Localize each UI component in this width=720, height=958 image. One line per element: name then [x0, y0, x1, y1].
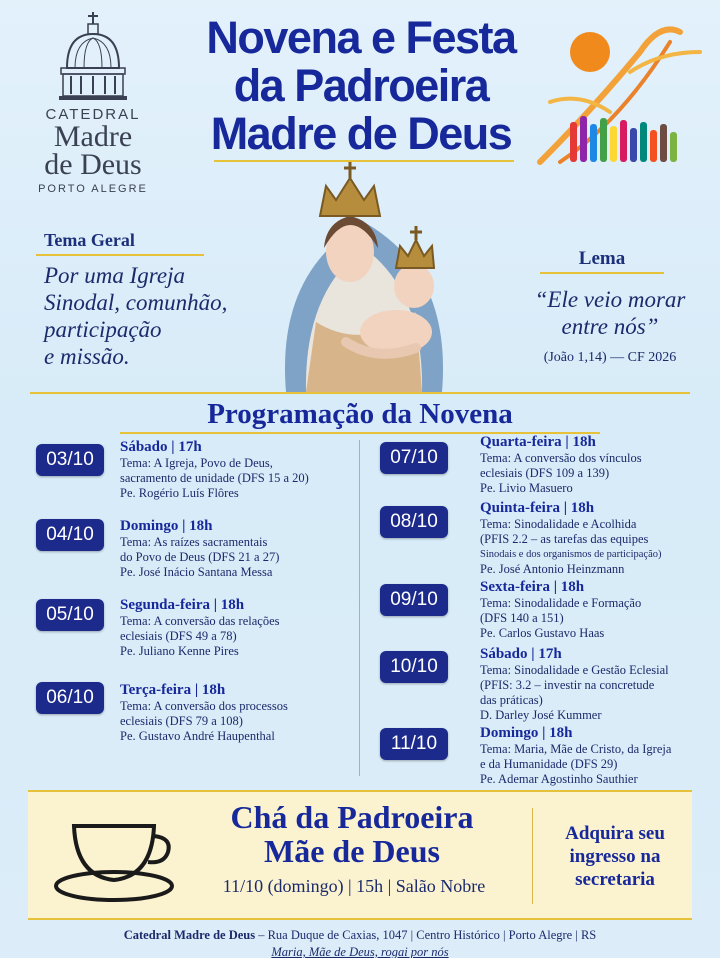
title-line-3: Madre de Deus: [210, 108, 512, 159]
ticket-info: [540, 822, 690, 891]
tea-title-line-2: Mãe de Deus: [264, 833, 440, 869]
theme-text: [44, 262, 274, 370]
novena-entry: [480, 646, 720, 723]
lema-label: Lema: [578, 248, 626, 269]
teacup-icon: [52, 812, 176, 904]
entry-day: Domingo | 18h: [120, 518, 213, 534]
novena-entry: [480, 579, 720, 641]
entry-line: Tema: A Igreja, Povo de Deus,: [120, 456, 273, 470]
lema-line-1: “Ele veio morar: [534, 287, 686, 312]
theme-line: Sinodal, comunhão,: [44, 290, 228, 315]
entry-line: sacramento de unidade (DFS 15 a 20): [120, 471, 309, 485]
entry-line: Tema: As raízes sacramentais: [120, 535, 268, 549]
novena-entry: [480, 725, 720, 787]
lema-reference: (João 1,14) — CF 2026: [543, 350, 677, 365]
madonna-statue-image: [246, 152, 482, 392]
logo-line-2: Madre: [53, 120, 133, 153]
synod-logo-icon: [530, 12, 710, 172]
entry-day: Sexta-feira | 18h: [480, 579, 585, 595]
novena-entry: [120, 439, 370, 501]
entry-line: Pe. José Antonio Heinzmann: [480, 562, 625, 576]
page-title: [186, 14, 536, 158]
entry-day: Domingo | 18h: [480, 725, 573, 741]
theme-underline: [36, 254, 204, 256]
entry-line: eclesiais (DFS 79 a 108): [120, 714, 243, 728]
entry-line: (PFIS: 3.2 – investir na concretude: [480, 678, 655, 692]
entry-line: eclesiais (DFS 109 a 139): [480, 466, 610, 480]
cathedral-logo: [18, 10, 168, 195]
entry-line: Tema: Sinodalidade e Gestão Eclesial: [480, 663, 669, 677]
entry-line: Pe. Ademar Agostinho Sauthier: [480, 772, 638, 786]
entry-line: do Povo de Deus (DFS 21 a 27): [120, 550, 280, 564]
entry-line: Pe. Gustavo André Haupenthal: [120, 729, 275, 743]
novena-entry: [480, 434, 720, 496]
tea-separator: [532, 808, 533, 904]
date-badge: 04/10: [36, 519, 104, 551]
logo-line-1: CATEDRAL: [45, 106, 141, 123]
cathedral-dome-icon: [53, 10, 133, 104]
lema-underline: [540, 272, 664, 274]
title-line-2: da Padroeira: [233, 60, 489, 111]
entry-line: (PFIS 2.2 – as tarefas das equipes: [480, 532, 649, 546]
date-badge: 09/10: [380, 584, 448, 616]
novena-entry: [480, 500, 720, 577]
entry-line: Tema: Sinodalidade e Formação: [480, 596, 642, 610]
entry-line: Pe. Juliano Kenne Pires: [120, 644, 239, 658]
logo-line-3: de Deus: [44, 148, 142, 181]
entry-line: Pe. Rogério Luís Flôres: [120, 486, 239, 500]
lema-text: [520, 286, 700, 340]
entry-line: Pe. Livio Masuero: [480, 481, 573, 495]
entry-day: Sábado | 17h: [480, 646, 562, 662]
ticket-line-1: Adquira seu: [565, 823, 665, 844]
ticket-line-2: ingresso na: [569, 846, 661, 867]
tea-title-line-1: Chá da Padroeira: [230, 799, 474, 835]
date-badge: 03/10: [36, 444, 104, 476]
lema-line-2: entre nós”: [561, 314, 659, 339]
entry-line: (DFS 140 a 151): [480, 611, 564, 625]
footer-address: [0, 928, 720, 943]
footer-motto: Maria, Mãe de Deus, rogai por nós: [271, 945, 449, 958]
entry-line: eclesiais (DFS 49 a 78): [120, 629, 237, 643]
entry-line: Tema: Sinodalidade e Acolhida: [480, 517, 637, 531]
ticket-line-3: secretaria: [575, 869, 655, 890]
entry-line: Pe. Carlos Gustavo Haas: [480, 626, 605, 640]
entry-line: D. Darley José Kummer: [480, 708, 602, 722]
entry-line: Sinodais e dos organismos de participação): [480, 549, 662, 560]
entry-day: Sábado | 17h: [120, 439, 202, 455]
entry-day: Segunda-feira | 18h: [120, 597, 245, 613]
logo-line-4: PORTO ALEGRE: [38, 183, 148, 195]
entry-day: Quarta-feira | 18h: [480, 434, 596, 450]
novena-entry: [120, 682, 370, 744]
novena-entry: [120, 597, 370, 659]
date-badge: 10/10: [380, 651, 448, 683]
date-badge: 05/10: [36, 599, 104, 631]
date-badge: 07/10: [380, 442, 448, 474]
theme-label: Tema Geral: [44, 230, 135, 250]
title-line-1: Novena e Festa: [206, 12, 516, 63]
entry-line: Tema: A conversão das relações: [120, 614, 280, 628]
entry-line: Pe. José Inácio Santana Messa: [120, 565, 273, 579]
theme-line: participação: [44, 317, 162, 342]
entry-line: Tema: A conversão dos processos: [120, 699, 288, 713]
tea-info: 11/10 (domingo) | 15h | Salão Nobre: [222, 876, 486, 896]
program-title: Programação da Novena: [207, 398, 513, 430]
novena-entry: [120, 518, 370, 580]
date-badge: 11/10: [380, 728, 448, 760]
theme-line: e missão.: [44, 344, 130, 369]
entry-line: Tema: A conversão dos vínculos: [480, 451, 642, 465]
date-badge: 06/10: [36, 682, 104, 714]
date-badge: 08/10: [380, 506, 448, 538]
footer-name: Catedral Madre de Deus: [123, 928, 256, 942]
entry-line: e da Humanidade (DFS 29): [480, 757, 618, 771]
footer-address-text: – Rua Duque de Caxias, 1047 | Centro Histórico | Porto Alegre | RS: [255, 928, 597, 942]
tea-title: [190, 800, 514, 868]
entry-line: das práticas): [480, 693, 543, 707]
entry-day: Terça-feira | 18h: [120, 682, 226, 698]
entry-day: Quinta-feira | 18h: [480, 500, 595, 516]
theme-line: Por uma Igreja: [44, 263, 185, 288]
program-top-rule: [30, 392, 690, 394]
entry-line: Tema: Maria, Mãe de Cristo, da Igreja: [480, 742, 672, 756]
